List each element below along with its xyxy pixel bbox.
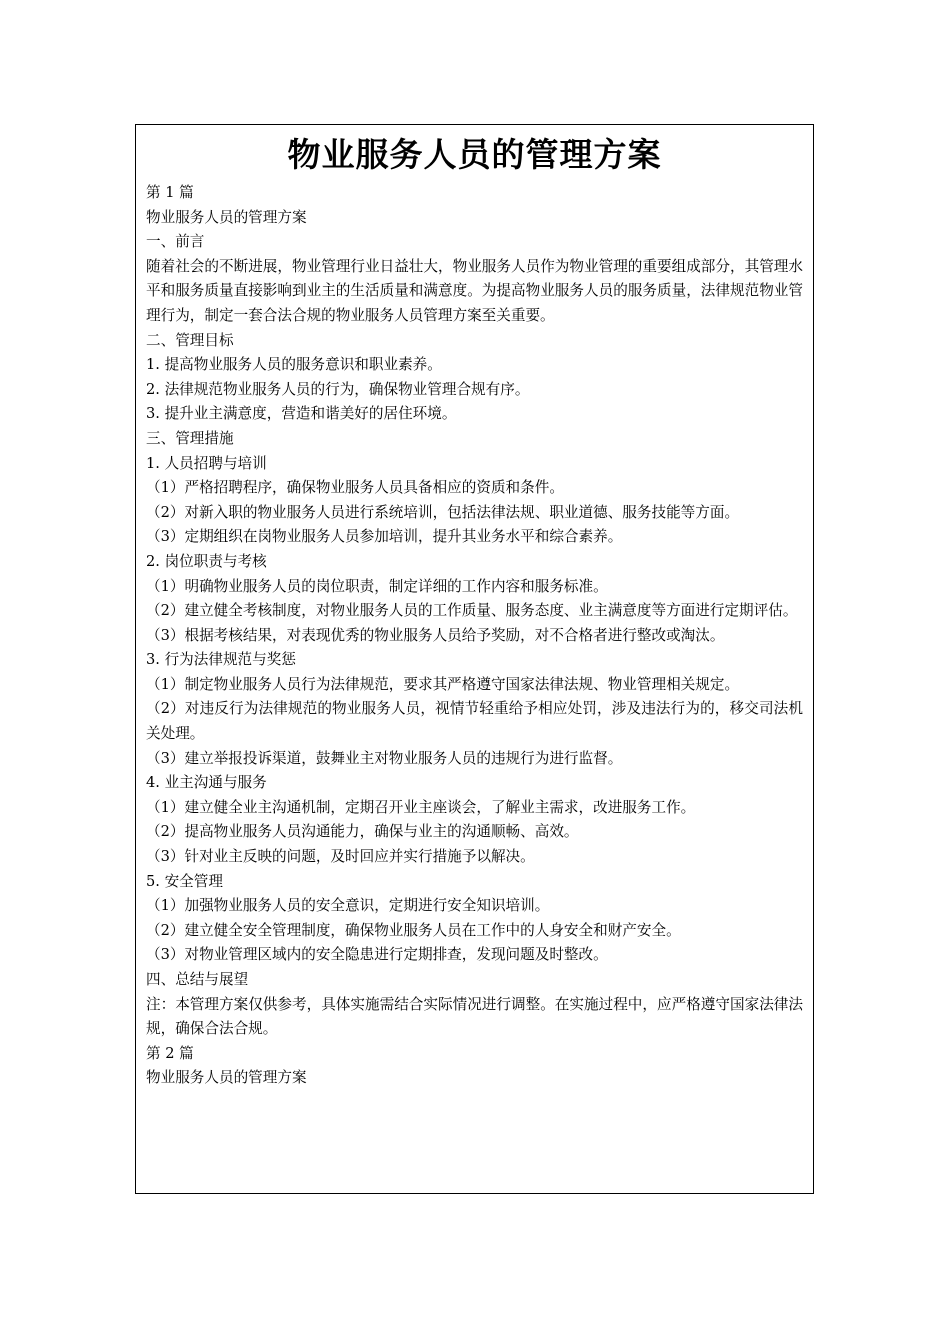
chapter-title: 物业服务人员的管理方案 <box>146 208 307 226</box>
chapter-label: 第 1 篇 <box>146 184 194 201</box>
list-item: （2）对新入职的物业服务人员进行系统培训，包括法律法规、职业道德、服务技能等方面。 <box>146 503 740 521</box>
list-item: （3）针对业主反映的问题，及时回应并实行措施予以解决。 <box>146 848 535 866</box>
list-item: （3）定期组织在岗物业服务人员参加培训，提升其业务水平和综合素养。 <box>146 528 623 546</box>
list-item: 3. 提升业主满意度，营造和谐美好的居住环境。 <box>146 405 457 423</box>
subsection-heading: 2. 岗位职责与考核 <box>146 552 267 570</box>
document-body <box>146 181 803 1091</box>
subsection-heading: 5. 安全管理 <box>146 872 223 890</box>
section-heading-goals: 二、管理目标 <box>146 331 234 349</box>
chapter-title: 物业服务人员的管理方案 <box>146 1069 307 1087</box>
chapter-label: 第 2 篇 <box>146 1044 194 1062</box>
list-item: （1）制定物业服务人员行为法律规范，要求其严格遵守国家法律法规、物业管理相关规定。 <box>146 675 740 693</box>
list-item: （3）根据考核结果，对表现优秀的物业服务人员给予奖励，对不合格者进行整改或淘汰。 <box>146 626 725 644</box>
list-item: （1）严格招聘程序，确保物业服务人员具备相应的资质和条件。 <box>146 479 564 497</box>
document-title: 物业服务人员的管理方案 <box>287 135 662 174</box>
list-item: 2. 法律规范物业服务人员的行为，确保物业管理合规有序。 <box>146 380 530 398</box>
list-item: （2）提高物业服务人员沟通能力，确保与业主的沟通顺畅、高效。 <box>146 823 579 841</box>
list-item: （2）对违反行为法律规范的物业服务人员，视情节轻重给予相应处罚，涉及违法行为的，移交司法机关处理。 <box>146 700 803 743</box>
list-item: （3）建立举报投诉渠道，鼓舞业主对物业服务人员的违规行为进行监督。 <box>146 749 623 767</box>
list-item: （1）建立健全业主沟通机制，定期召开业主座谈会，了解业主需求，改进服务工作。 <box>146 798 696 816</box>
section-heading-preface: 一、前言 <box>146 233 205 251</box>
list-item: （1）加强物业服务人员的安全意识，定期进行安全知识培训。 <box>146 897 550 915</box>
subsection-heading: 4. 业主沟通与服务 <box>146 774 267 792</box>
subsection-heading: 1. 人员招聘与培训 <box>146 454 267 472</box>
list-item: （3）对物业管理区域内的安全隐患进行定期排查，发现问题及时整改。 <box>146 946 608 964</box>
section-heading-summary: 四、总结与展望 <box>146 971 249 988</box>
list-item: （2）建立健全安全管理制度，确保物业服务人员在工作中的人身安全和财产安全。 <box>146 921 681 939</box>
body-paragraph: 随着社会的不断进展，物业管理行业日益壮大，物业服务人员作为物业管理的重要组成部分，其管理水平和服务质量直接影响到业主的生活质量和满意度。为提高物业服务人员的服务质量，法律规范物业管理行为，制定一套合法合规的物业服务人员管理方案至关重要。 <box>146 257 803 324</box>
list-item: 1. 提高物业服务人员的服务意识和职业素养。 <box>146 356 442 374</box>
list-item: （1）明确物业服务人员的岗位职责，制定详细的工作内容和服务标准。 <box>146 577 608 595</box>
section-heading-measures: 三、管理措施 <box>146 429 234 447</box>
list-item: （2）建立健全考核制度，对物业服务人员的工作质量、服务态度、业主满意度等方面进行定期评估。 <box>146 602 798 620</box>
document-frame <box>135 124 814 1194</box>
note-paragraph: 注：本管理方案仅供参考，具体实施需结合实际情况进行调整。在实施过程中，应严格遵守国家法律法规，确保合法合规。 <box>146 995 803 1038</box>
subsection-heading: 3. 行为法律规范与奖惩 <box>146 651 296 669</box>
